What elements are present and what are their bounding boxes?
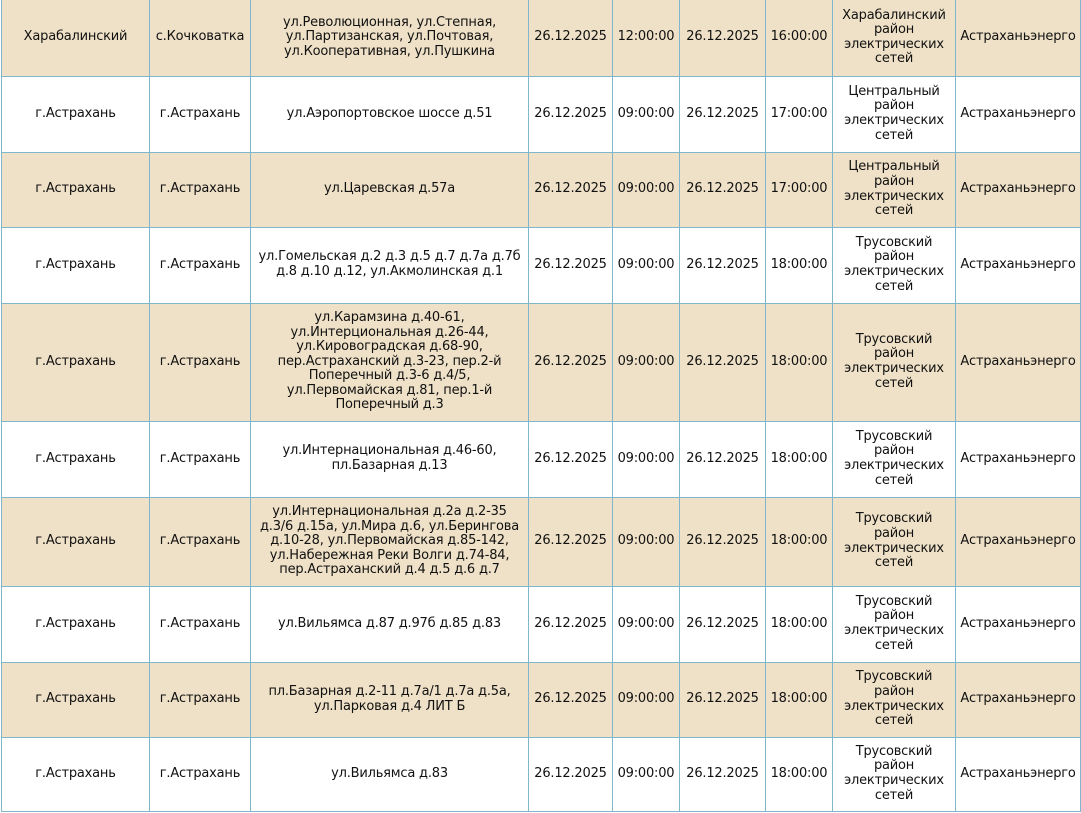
company-cell: Астраханьэнерго — [956, 497, 1081, 586]
outage-table — [1, 0, 1081, 812]
address-cell: ул.Аэропортовское шоссе д.51 — [251, 76, 529, 152]
network-cell: Харабалинский район электрических сетей — [833, 0, 956, 76]
address-cell: ул.Вильямса д.83 — [251, 737, 529, 811]
end-time-cell: 18:00:00 — [766, 497, 833, 586]
address-cell: ул.Вильямса д.87 д.97б д.85 д.83 — [251, 586, 529, 662]
network-cell: Трусовский район электрических сетей — [833, 737, 956, 811]
address-cell: ул.Карамзина д.40-61, ул.Интерциональная д.26-44, ул.Кировоградская д.68-90, пер.Астраханский д.3-23, пер.2-й Поперечный д.3-6 д.4/5, ул.Первомайская д.81, пер.1-й Поперечный д.3 — [251, 303, 529, 421]
locality-cell: г.Астрахань — [150, 662, 251, 737]
start-date-cell: 26.12.2025 — [529, 662, 613, 737]
end-date-cell: 26.12.2025 — [680, 76, 766, 152]
start-time-cell: 09:00:00 — [613, 421, 680, 497]
start-time-cell: 12:00:00 — [613, 0, 680, 76]
network-cell: Трусовский район электрических сетей — [833, 662, 956, 737]
address-cell: ул.Революционная, ул.Степная, ул.Партизанская, ул.Почтовая, ул.Кооперативная, ул.Пушкина — [251, 0, 529, 76]
end-time-cell: 18:00:00 — [766, 586, 833, 662]
locality-cell: г.Астрахань — [150, 586, 251, 662]
table-row — [2, 497, 1081, 586]
district-cell: г.Астрахань — [2, 737, 150, 811]
network-cell: Трусовский район электрических сетей — [833, 303, 956, 421]
start-time-cell: 09:00:00 — [613, 76, 680, 152]
company-cell: Астраханьэнерго — [956, 76, 1081, 152]
address-cell: ул.Гомельская д.2 д.3 д.5 д.7 д.7а д.7б д.8 д.10 д.12, ул.Акмолинская д.1 — [251, 227, 529, 303]
locality-cell: г.Астрахань — [150, 303, 251, 421]
end-date-cell: 26.12.2025 — [680, 497, 766, 586]
table-row — [2, 152, 1081, 227]
start-date-cell: 26.12.2025 — [529, 0, 613, 76]
network-cell: Трусовский район электрических сетей — [833, 227, 956, 303]
start-date-cell: 26.12.2025 — [529, 421, 613, 497]
start-time-cell: 09:00:00 — [613, 497, 680, 586]
end-date-cell: 26.12.2025 — [680, 421, 766, 497]
start-time-cell: 09:00:00 — [613, 737, 680, 811]
locality-cell: г.Астрахань — [150, 76, 251, 152]
company-cell: Астраханьэнерго — [956, 662, 1081, 737]
locality-cell: г.Астрахань — [150, 227, 251, 303]
end-date-cell: 26.12.2025 — [680, 227, 766, 303]
network-cell: Трусовский район электрических сетей — [833, 586, 956, 662]
district-cell: г.Астрахань — [2, 303, 150, 421]
address-cell: ул.Интернациональная д.2а д.2-35 д.3/6 д.15а, ул.Мира д.6, ул.Берингова д.10-28, ул.Первомайская д.85-142, ул.Набережная Реки Волги д.74-84, пер.Астраханский д.4 д.5 д.6 д.7 — [251, 497, 529, 586]
locality-cell: г.Астрахань — [150, 497, 251, 586]
start-time-cell: 09:00:00 — [613, 152, 680, 227]
end-time-cell: 17:00:00 — [766, 76, 833, 152]
end-date-cell: 26.12.2025 — [680, 737, 766, 811]
network-cell: Центральный район электрических сетей — [833, 152, 956, 227]
end-time-cell: 18:00:00 — [766, 662, 833, 737]
table-row — [2, 421, 1081, 497]
end-time-cell: 18:00:00 — [766, 421, 833, 497]
company-cell: Астраханьэнерго — [956, 586, 1081, 662]
end-time-cell: 18:00:00 — [766, 227, 833, 303]
table-row — [2, 227, 1081, 303]
network-cell: Трусовский район электрических сетей — [833, 421, 956, 497]
locality-cell: г.Астрахань — [150, 421, 251, 497]
district-cell: г.Астрахань — [2, 586, 150, 662]
start-date-cell: 26.12.2025 — [529, 76, 613, 152]
start-date-cell: 26.12.2025 — [529, 586, 613, 662]
table-row — [2, 0, 1081, 76]
network-cell: Трусовский район электрических сетей — [833, 497, 956, 586]
company-cell: Астраханьэнерго — [956, 0, 1081, 76]
company-cell: Астраханьэнерго — [956, 303, 1081, 421]
district-cell: г.Астрахань — [2, 497, 150, 586]
table-row — [2, 303, 1081, 421]
start-date-cell: 26.12.2025 — [529, 152, 613, 227]
start-time-cell: 09:00:00 — [613, 303, 680, 421]
locality-cell: с.Кочковатка — [150, 0, 251, 76]
district-cell: г.Астрахань — [2, 662, 150, 737]
end-time-cell: 18:00:00 — [766, 737, 833, 811]
end-date-cell: 26.12.2025 — [680, 0, 766, 76]
start-date-cell: 26.12.2025 — [529, 303, 613, 421]
district-cell: Харабалинский — [2, 0, 150, 76]
end-date-cell: 26.12.2025 — [680, 152, 766, 227]
address-cell: ул.Интернациональная д.46-60, пл.Базарная д.13 — [251, 421, 529, 497]
start-time-cell: 09:00:00 — [613, 227, 680, 303]
start-date-cell: 26.12.2025 — [529, 737, 613, 811]
address-cell: ул.Царевская д.57а — [251, 152, 529, 227]
district-cell: г.Астрахань — [2, 152, 150, 227]
start-time-cell: 09:00:00 — [613, 586, 680, 662]
district-cell: г.Астрахань — [2, 227, 150, 303]
company-cell: Астраханьэнерго — [956, 152, 1081, 227]
locality-cell: г.Астрахань — [150, 737, 251, 811]
company-cell: Астраханьэнерго — [956, 737, 1081, 811]
locality-cell: г.Астрахань — [150, 152, 251, 227]
end-date-cell: 26.12.2025 — [680, 303, 766, 421]
table-row — [2, 76, 1081, 152]
start-date-cell: 26.12.2025 — [529, 227, 613, 303]
start-time-cell: 09:00:00 — [613, 662, 680, 737]
table-row — [2, 737, 1081, 811]
network-cell: Центральный район электрических сетей — [833, 76, 956, 152]
company-cell: Астраханьэнерго — [956, 421, 1081, 497]
start-date-cell: 26.12.2025 — [529, 497, 613, 586]
end-time-cell: 18:00:00 — [766, 303, 833, 421]
end-time-cell: 16:00:00 — [766, 0, 833, 76]
end-time-cell: 17:00:00 — [766, 152, 833, 227]
address-cell: пл.Базарная д.2-11 д.7а/1 д.7а д.5а, ул.Парковая д.4 ЛИТ Б — [251, 662, 529, 737]
table-row — [2, 662, 1081, 737]
company-cell: Астраханьэнерго — [956, 227, 1081, 303]
table-row — [2, 586, 1081, 662]
district-cell: г.Астрахань — [2, 421, 150, 497]
end-date-cell: 26.12.2025 — [680, 662, 766, 737]
district-cell: г.Астрахань — [2, 76, 150, 152]
end-date-cell: 26.12.2025 — [680, 586, 766, 662]
